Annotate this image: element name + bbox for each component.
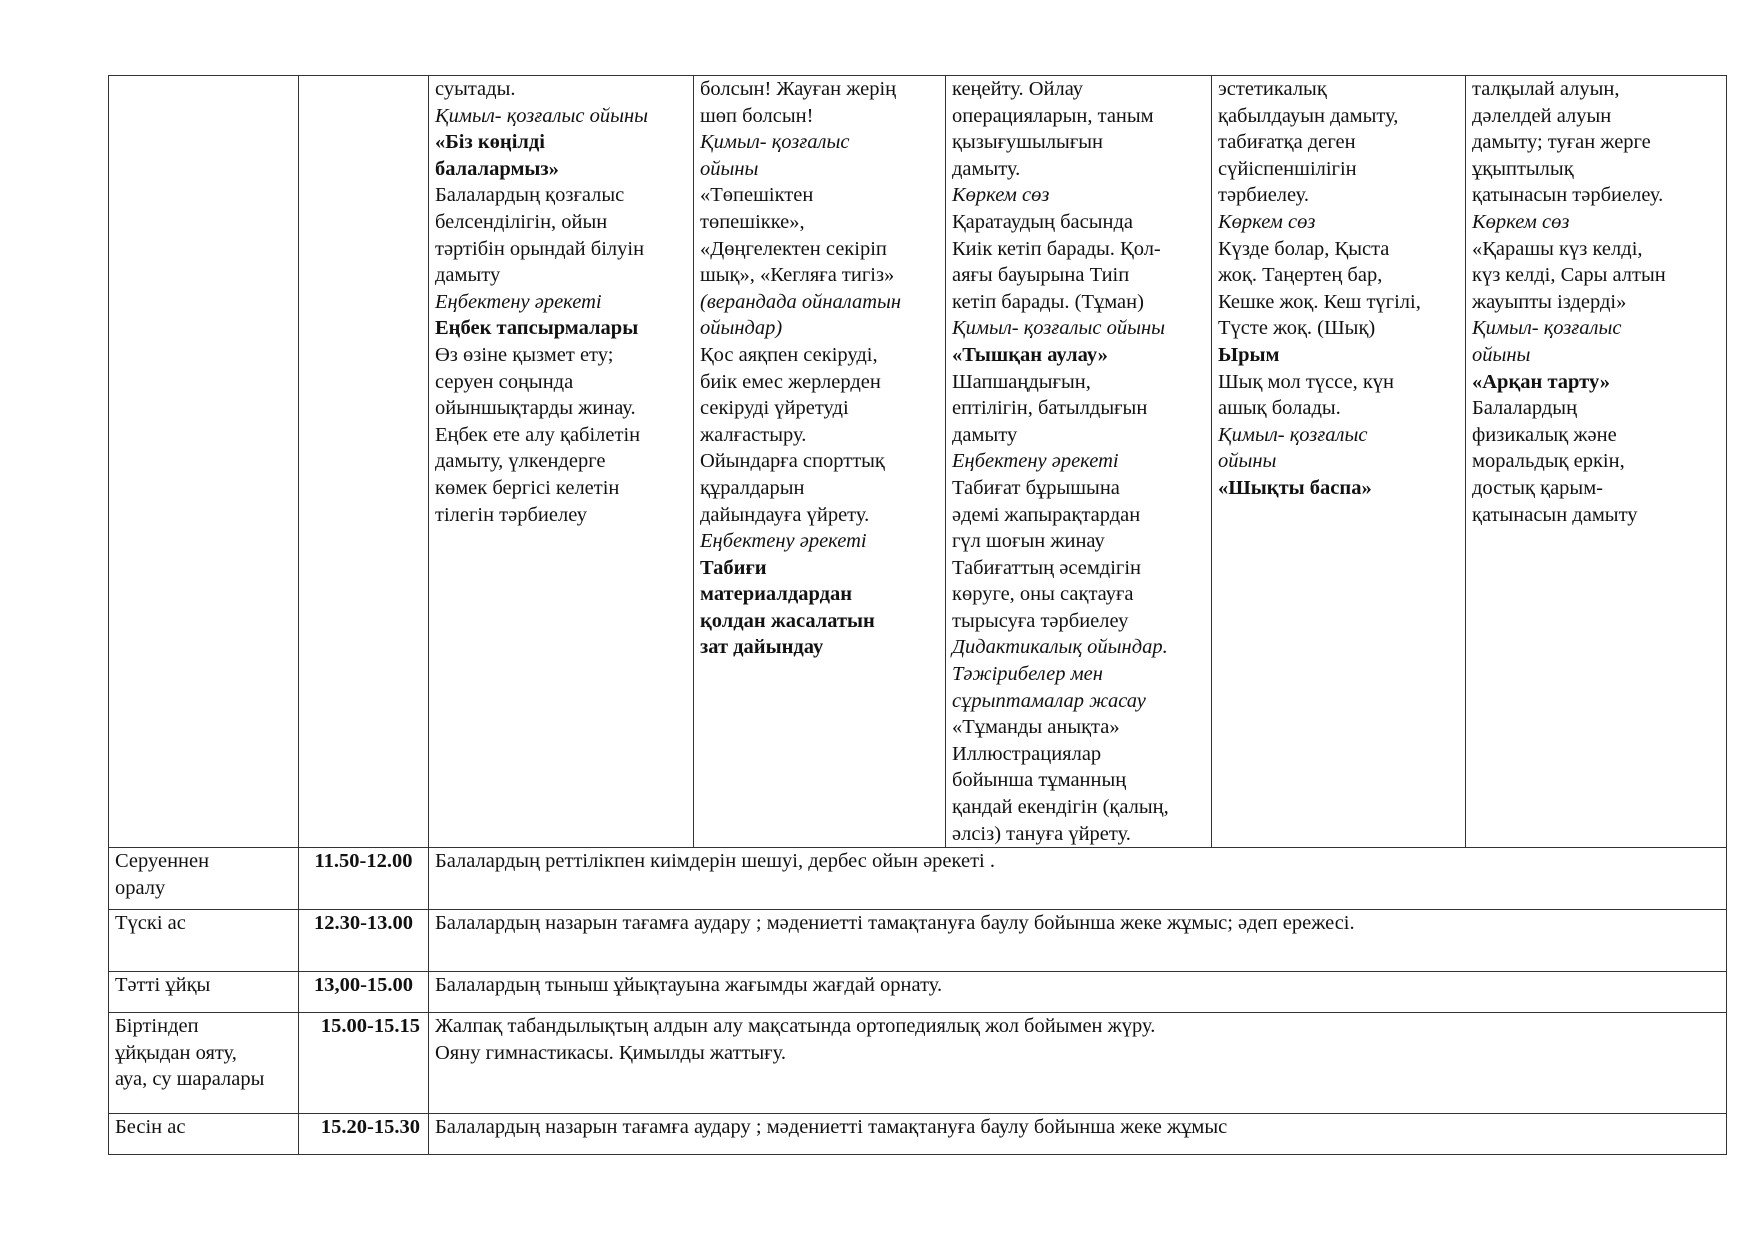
walk-row — [109, 76, 1727, 848]
walk-text-line: зат дайындау — [700, 636, 824, 659]
walk-text-line: «Арқан тарту» — [1472, 370, 1610, 393]
walk-text-line: тәртібін орындай білуін — [435, 237, 645, 260]
walk-text-line: тілегін тәрбиелеу — [435, 503, 588, 526]
walk-text-line: (верандада ойналатын — [700, 290, 902, 313]
walk-text-line: Тәжірибелер мен — [952, 663, 1103, 686]
walk-text-line: «Тышқан аулау» — [952, 343, 1108, 366]
walk-text-line: Кешке жоқ. Кеш түгілі, — [1218, 290, 1421, 313]
walk-text-line: Еңбектену әрекеті — [700, 530, 867, 553]
walk-text-line: ойындар) — [700, 317, 783, 340]
schedule-row-sleep — [109, 972, 1727, 1013]
walk-text-line: «Тұманды анықта» — [952, 716, 1120, 739]
walk-text-line: жауыпты іздерді» — [1472, 290, 1627, 313]
walk-text-line: Түсте жоқ. (Шық) — [1218, 317, 1376, 340]
day-cell-1 — [429, 76, 694, 848]
activity-description: Жалпақ табандылықтың алдын алу мақсатында ортопедиялық жол бойымен жүру. Ояну гимнастикасы. Қимылды жаттығу. — [429, 1013, 1727, 1114]
walk-text-line: шық», «Кегляға тигіз» — [700, 264, 895, 287]
walk-text-line: тырысуға тәрбиелеу — [952, 609, 1129, 632]
walk-text-line: ойыны — [1472, 343, 1531, 366]
walk-text-line: дамыту — [435, 264, 501, 287]
walk-text-line: қолдан жасалатын — [700, 609, 875, 632]
activity-time: 12.30-13.00 — [299, 910, 429, 972]
walk-text-line: Балалардың қозғалыс — [435, 184, 625, 207]
walk-text-line: Еңбектену әрекеті — [435, 290, 602, 313]
schedule-row-wakeup — [109, 1013, 1727, 1114]
walk-text-line: Табиғат бұрышына — [952, 476, 1120, 499]
activity-description: Балалардың назарын тағамға аудару ; мәдениетті тамақтануға баулу бойынша жеке жұмыс; әдеп ережесі. — [429, 910, 1727, 972]
walk-text-line: қабылдауын дамыту, — [1218, 104, 1399, 127]
walk-text-line: қызығушылығын — [952, 131, 1103, 154]
walk-text-line: Өз өзіне қызмет ету; — [435, 343, 614, 366]
walk-text-line: дамыту. — [952, 157, 1021, 180]
walk-text-line: Қос аяқпен секіруді, — [700, 343, 878, 366]
walk-text-line: дайындауға үйрету. — [700, 503, 870, 526]
day-cell-3 — [946, 76, 1212, 848]
activity-time: 15.00-15.15 — [299, 1013, 429, 1114]
schedule-row-afternoon-snack — [109, 1114, 1727, 1155]
walk-text-line: Күзде болар, Қыста — [1218, 237, 1390, 260]
walk-text-line: ептілігін, батылдығын — [952, 397, 1148, 420]
walk-text-line: кетіп барады. (Тұман) — [952, 290, 1144, 313]
walk-text-line: достық қарым- — [1472, 476, 1603, 499]
walk-text-line: Киік кетіп барады. Қол- — [952, 237, 1161, 260]
walk-text-line: «Төпешіктен — [700, 184, 814, 207]
activity-description: Балалардың реттілікпен киімдерін шешуі, дербес ойын әрекеті . — [429, 848, 1727, 910]
walk-text-line: биік емес жерлерден — [700, 370, 881, 393]
walk-time-cell — [299, 76, 429, 848]
walk-text-line: болсын! Жауған жерің — [700, 78, 897, 100]
walk-text-line: операцияларын, таным — [952, 104, 1154, 127]
walk-text-line: Қаратаудың басында — [952, 210, 1134, 233]
walk-text-line: шөп болсын! — [700, 104, 814, 127]
walk-text-line: Ырым — [1218, 343, 1280, 366]
walk-text-line: Балалардың — [1472, 397, 1578, 420]
walk-text-line: күз келді, Сары алтын — [1472, 264, 1666, 287]
walk-text-line: Көркем сөз — [1218, 210, 1316, 233]
walk-text-line: «Біз көңілді — [435, 131, 545, 154]
walk-text-line: секіруді үйретуді — [700, 397, 849, 420]
walk-text-line: ұқыптылық — [1472, 157, 1574, 180]
activity-name: Біртіндеп ұйқыдан ояту, ауа, су шаралары — [109, 1013, 299, 1114]
walk-text-line: сұрыптамалар жасау — [952, 689, 1146, 712]
walk-text-line: дамыту, үлкендерге — [435, 450, 606, 473]
walk-text-line: төпешікке», — [700, 210, 805, 233]
walk-text-line: бойынша тұманның — [952, 769, 1127, 792]
walk-text-line: ашық болады. — [1218, 397, 1341, 420]
walk-text-line: эстетикалық — [1218, 78, 1327, 100]
walk-text-line: Шапшаңдығын, — [952, 370, 1091, 393]
activity-time: 11.50-12.00 — [299, 848, 429, 910]
walk-text-line: қандай екендігін (қалың, — [952, 796, 1169, 819]
day-cell-2 — [694, 76, 946, 848]
walk-text-line: аяғы бауырына Тиіп — [952, 264, 1130, 287]
walk-text-line: ойыны — [700, 157, 759, 180]
walk-text-line: Дидактикалық ойындар. — [952, 636, 1168, 659]
walk-text-line: талқылай алуын, — [1472, 78, 1620, 100]
walk-text-line: көмек бергісі келетін — [435, 476, 620, 499]
walk-text-line: қатынасын дамыту — [1472, 503, 1638, 526]
walk-text-line: моральдық еркін, — [1472, 450, 1625, 473]
walk-text-line: әдемі жапырақтардан — [952, 503, 1141, 526]
walk-text-line: Қимыл- қозғалыс — [700, 131, 850, 154]
walk-text-line: Көркем сөз — [1472, 210, 1570, 233]
walk-text-line: «Қарашы күз келді, — [1472, 237, 1643, 260]
schedule-row-return — [109, 848, 1727, 910]
walk-text-line: дәлелдей алуын — [1472, 104, 1612, 127]
walk-name-cell — [109, 76, 299, 848]
walk-text-line: Қимыл- қозғалыс ойыны — [435, 104, 649, 127]
walk-text-line: әлсіз) тануға үйрету. — [952, 822, 1131, 845]
walk-text-line: балалармыз» — [435, 157, 559, 180]
walk-text-line: «Дөңгелектен секіріп — [700, 237, 887, 260]
activity-time: 13,00-15.00 — [299, 972, 429, 1013]
day-cell-4 — [1212, 76, 1466, 848]
walk-text-line: Табиғаттың әсемдігін — [952, 556, 1141, 579]
activity-name: Тәтті ұйқы — [109, 972, 299, 1013]
activity-name: Серуеннен оралу — [109, 848, 299, 910]
schedule-row-lunch — [109, 910, 1727, 972]
walk-text-line: белсенділігін, ойын — [435, 210, 608, 233]
walk-text-line: Иллюстрациялар — [952, 742, 1102, 765]
walk-text-line: физикалық және — [1472, 423, 1617, 446]
walk-text-line: Қимыл- қозғалыс ойыны — [952, 317, 1166, 340]
walk-text-line: Еңбек тапсырмалары — [435, 317, 639, 340]
walk-text-line: «Шықты баспа» — [1218, 476, 1372, 499]
walk-text-line: жалғастыру. — [700, 423, 807, 446]
walk-text-line: Қимыл- қозғалыс — [1218, 423, 1368, 446]
activity-name: Бесін ас — [109, 1114, 299, 1155]
walk-text-line: Ойындарға спорттық — [700, 450, 885, 473]
walk-text-line: ойыны — [1218, 450, 1277, 473]
walk-text-line: жоқ. Таңертең бар, — [1218, 264, 1383, 287]
walk-text-line: ойыншықтарды жинау. — [435, 397, 636, 420]
walk-text-line: қатынасын тәрбиелеу. — [1472, 184, 1664, 207]
walk-text-line: Шық мол түссе, күн — [1218, 370, 1395, 393]
walk-text-line: көруге, оны сақтауға — [952, 583, 1134, 606]
walk-text-line: кеңейту. Ойлау — [952, 78, 1084, 100]
walk-text-line: құралдарын — [700, 476, 805, 499]
walk-text-line: Табиғи — [700, 556, 767, 579]
activity-time: 15.20-15.30 — [299, 1114, 429, 1155]
walk-text-line: гүл шоғын жинау — [952, 530, 1105, 553]
walk-text-line: Еңбек ете алу қабілетін — [435, 423, 641, 446]
walk-text-line: Еңбектену әрекеті — [952, 450, 1119, 473]
walk-text-line: сүйіспеншілігін — [1218, 157, 1357, 180]
walk-text-line: материалдардан — [700, 583, 853, 606]
walk-text-line: табиғатқа деген — [1218, 131, 1356, 154]
schedule-table — [108, 75, 1727, 1155]
walk-text-line: серуен соңында — [435, 370, 574, 393]
walk-text-line: дамыту — [952, 423, 1018, 446]
day-cell-5 — [1466, 76, 1727, 848]
walk-text-line: дамыту; туған жерге — [1472, 131, 1651, 154]
walk-text-line: суытады. — [435, 78, 516, 100]
walk-text-line: Көркем сөз — [952, 184, 1050, 207]
activity-description: Балалардың назарын тағамға аудару ; мәдениетті тамақтануға баулу бойынша жеке жұмыс — [429, 1114, 1727, 1155]
walk-text-line: тәрбиелеу. — [1218, 184, 1309, 207]
activity-description: Балалардың тыныш ұйықтауына жағымды жағдай орнату. — [429, 972, 1727, 1013]
activity-name: Түскі ас — [109, 910, 299, 972]
walk-text-line: Қимыл- қозғалыс — [1472, 317, 1622, 340]
